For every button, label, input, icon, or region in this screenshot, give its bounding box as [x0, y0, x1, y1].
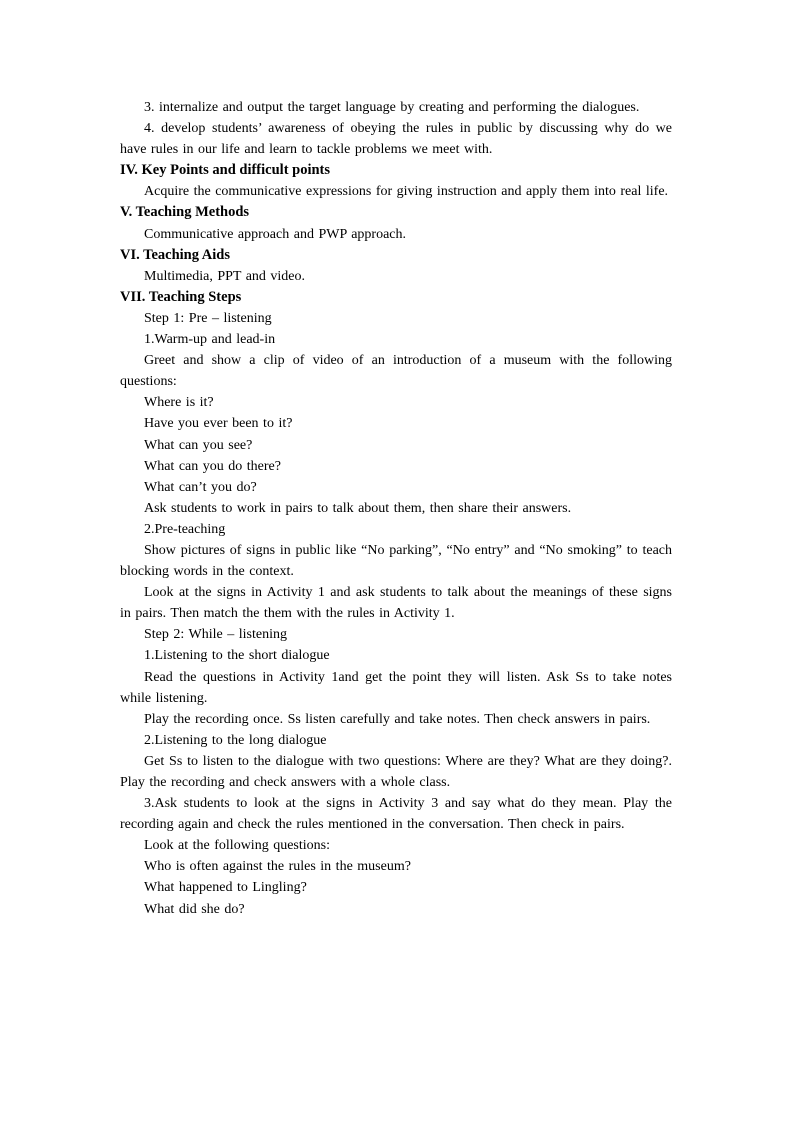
pre-teaching-text: Show pictures of signs in public like “No parking”, “No entry” and “No smoking” to teach blocking words in the context.: [120, 542, 672, 580]
question-line: Have you ever been to it?: [144, 416, 293, 432]
key-points-text: Acquire the communicative expressions for giving instruction and apply them into real life.: [144, 184, 669, 200]
short-dialogue-title: 1.Listening to the short dialogue: [144, 648, 330, 664]
teaching-aids-text: Multimedia, PPT and video.: [144, 268, 306, 284]
section-heading-teaching-steps: VII. Teaching Steps: [120, 288, 242, 305]
section-heading-teaching-aids: VI. Teaching Aids: [120, 246, 231, 263]
following-questions-title: Look at the following questions:: [144, 838, 330, 854]
step-2-title: Step 2: While – listening: [144, 627, 287, 643]
pair-work-text: Ask students to work in pairs to talk about them, then share their answers.: [144, 500, 572, 516]
objective-3: 3. internalize and output the target language by creating and performing the dialogues.: [144, 100, 640, 115]
pre-teaching-title: 2.Pre-teaching: [144, 521, 226, 537]
recording-text: Play the recording once. Ss listen carefully and take notes. Then check answers in pairs.: [144, 711, 651, 727]
section-heading-key-points: IV. Key Points and difficult points: [120, 162, 331, 179]
signs-rules-text: 3.Ask students to look at the signs in Activity 3 and say what do they mean. Play the recording again and check the rules mentioned in the conversation. Then check in pairs.: [120, 796, 672, 833]
step-1-title: Step 1: Pre – listening: [144, 310, 272, 326]
signs-activity-text: Look at the signs in Activity 1 and ask students to talk about the meanings of these signs in pairs. Then match the them with the rules in Activity 1.: [120, 585, 672, 622]
question-line: What did she do?: [144, 901, 245, 917]
question-line: What can’t you do?: [144, 479, 257, 495]
question-line: Who is often against the rules in the museum?: [144, 859, 411, 875]
question-line: Where is it?: [144, 395, 214, 411]
short-dialogue-text: Read the questions in Activity 1and get the point they will listen. Ask Ss to take notes while listening.: [120, 669, 672, 706]
teaching-methods-text: Communicative approach and PWP approach.: [144, 226, 407, 242]
warm-up-title: 1.Warm-up and lead-in: [144, 332, 276, 348]
question-line: What can you do there?: [144, 458, 281, 474]
section-heading-teaching-methods: V. Teaching Methods: [120, 204, 250, 221]
question-line: What can you see?: [144, 437, 253, 453]
long-dialogue-text: Get Ss to listen to the dialogue with two questions: Where are they? What are they doing?. Play the recording and check answers with a whole class.: [120, 753, 672, 790]
objective-4: 4. develop students’ awareness of obeying the rules in public by discussing why do we have rules in our life and learn to tackle problems we meet with.: [120, 121, 672, 158]
question-line: What happened to Lingling?: [144, 880, 307, 896]
long-dialogue-title: 2.Listening to the long dialogue: [144, 732, 327, 748]
warm-up-text: Greet and show a clip of video of an introduction of a museum with the following questions:: [120, 353, 672, 390]
document-page: [120, 97, 672, 920]
